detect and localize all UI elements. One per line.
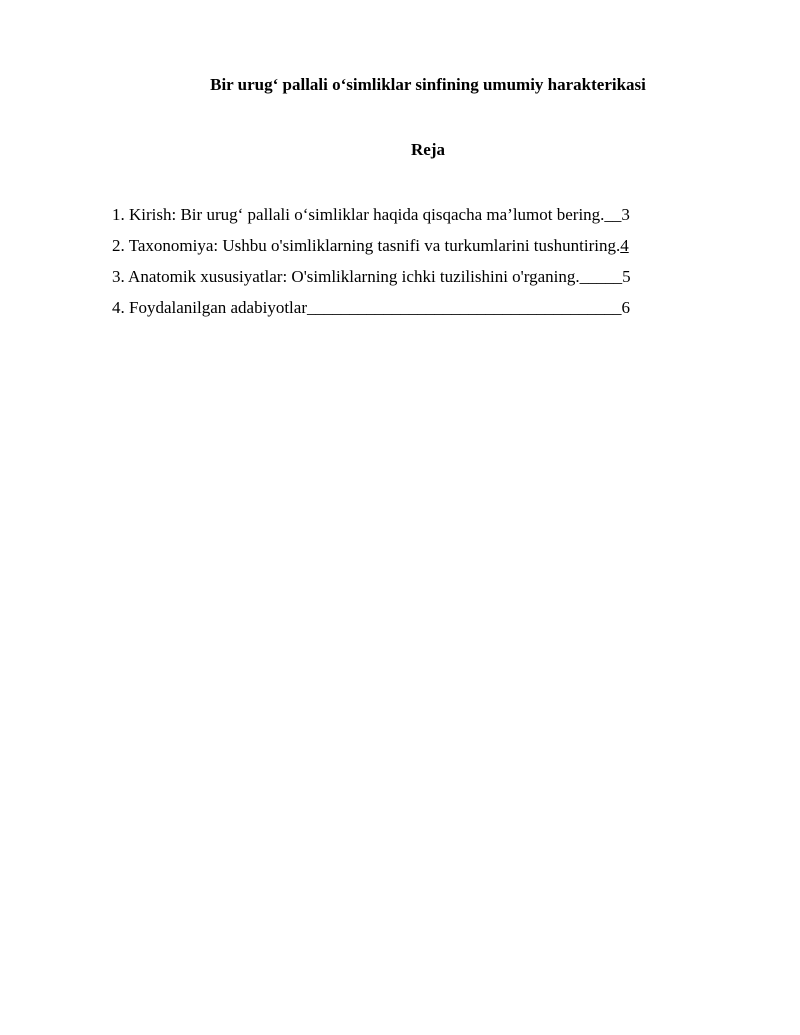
toc-item (112, 292, 672, 323)
toc-item-page: 3 (621, 205, 630, 224)
toc-item-text: 1. Kirish: Bir urug‘ pallali o‘simliklar haqida qisqacha ma’lumot bering.__ (112, 205, 622, 224)
table-of-contents (112, 199, 672, 323)
toc-item-page: 6 (621, 298, 630, 317)
toc-item-page: 5 (622, 267, 631, 286)
toc-item (112, 230, 672, 261)
toc-item-page-link[interactable]: 4 (620, 236, 629, 255)
toc-item-text: 2. Taxonomiya: Ushbu o'simliklarning tasnifi va turkumlarini tushuntiring. (112, 236, 621, 255)
toc-item-text: 3. Anatomik xususiyatlar: O'simliklarning ichki tuzilishini o'rganing._____ (112, 267, 623, 286)
toc-item (112, 261, 672, 292)
document-title: Bir urug‘ pallali o‘simliklar sinfining umumiy harakterikasi (210, 75, 646, 94)
plan-heading: Reja (411, 140, 445, 159)
toc-item-text: 4. Foydalanilgan adabiyotlar_____________________________________ (112, 298, 622, 317)
toc-item (112, 199, 672, 230)
